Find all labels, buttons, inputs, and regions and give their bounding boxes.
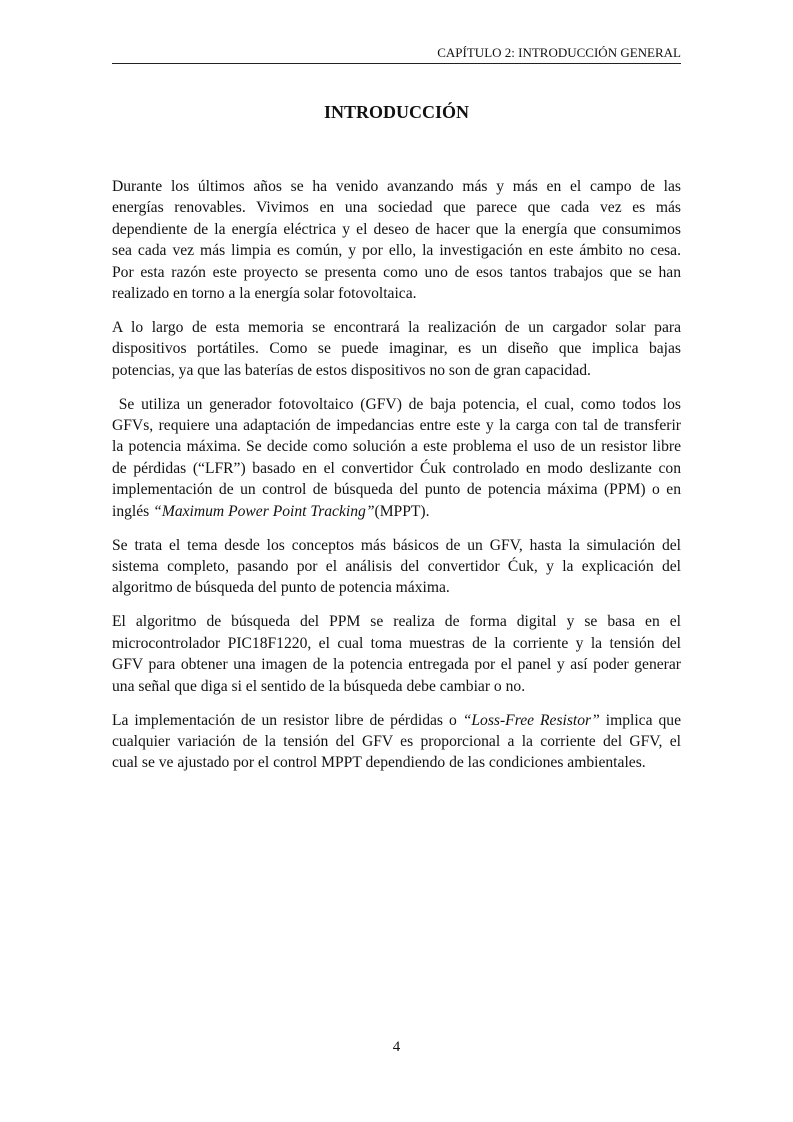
text-line: microcontrolador PIC18F1220, el cual toma muestras de la corriente y la tensión del bbox=[112, 634, 681, 652]
text-line bbox=[112, 710, 681, 731]
text-line: Por esta razón este proyecto se presenta como uno de esos tantos trabajos que se han bbox=[112, 263, 681, 281]
text-line: Durante los últimos años se ha venido avanzando más y más en el campo de las bbox=[112, 178, 681, 195]
text-line: A lo largo de esta memoria se encontrará la realización de un cargador solar para bbox=[112, 318, 681, 336]
text-line: Se utiliza un generador fotovoltaico (GFV) de baja potencia, el cual, como todos los bbox=[112, 395, 681, 413]
text-segment: implica que bbox=[599, 711, 681, 729]
text-line: El algoritmo de búsqueda del PPM se realiza de forma digital y se basa en el bbox=[112, 613, 681, 631]
text-segment: La implementación de un resistor libre de pérdidas o bbox=[112, 711, 463, 729]
text-segment: inglés bbox=[112, 502, 154, 520]
text-line: cualquier variación de la tensión del GFV es proporcional a la corriente del GFV, el bbox=[112, 732, 681, 750]
text-line: potencias, ya que las baterías de estos dispositivos no son de gran capacidad. bbox=[112, 361, 591, 379]
text-line: realizado en torno a la energía solar fotovoltaica. bbox=[112, 284, 417, 302]
paragraph bbox=[112, 176, 681, 304]
running-header: CAPÍTULO 2: INTRODUCCIÓN GENERAL bbox=[437, 45, 681, 60]
text-line: la potencia máxima. Se decide como solución a este problema el uso de un resistor libre bbox=[112, 438, 681, 456]
text-line: implementación de un control de búsqueda del punto de potencia máxima (PPM) o en bbox=[112, 481, 681, 499]
body-text bbox=[112, 176, 681, 786]
text-line: dispositivos portátiles. Como se puede imaginar, es un diseño que implica bajas bbox=[112, 340, 681, 358]
text-line: sistema completo, pasando por el análisis del convertidor Ćuk, y la explicación del bbox=[112, 558, 681, 576]
italic-term: “Loss-Free Resistor” bbox=[462, 711, 600, 729]
text-line: algoritmo de búsqueda del punto de potencia máxima. bbox=[112, 579, 450, 597]
paragraph bbox=[112, 317, 681, 381]
text-segment: (MPPT). bbox=[374, 502, 430, 520]
text-line: energías renovables. Vivimos en una sociedad que parece que cada vez es más bbox=[112, 199, 681, 217]
paragraph bbox=[112, 710, 681, 774]
text-line: GFV para obtener una imagen de la potencia entregada por el panel y así poder generar bbox=[112, 656, 681, 674]
text-line: cual se ve ajustado por el control MPPT dependiendo de las condiciones ambientales. bbox=[112, 754, 646, 772]
text-line: Se trata el tema desde los conceptos más básicos de un GFV, hasta la simulación del bbox=[112, 536, 681, 554]
text-line: dependiente de la energía eléctrica y el deseo de hacer que la energía que consumimos bbox=[112, 220, 681, 238]
paragraph bbox=[112, 535, 681, 599]
italic-term: “Maximum Power Point Tracking” bbox=[153, 502, 375, 520]
text-line: sea cada vez más limpia es común, y por ello, la investigación en este ámbito no cesa. bbox=[112, 242, 681, 260]
paragraph bbox=[112, 394, 681, 522]
text-line: GFVs, requiere una adaptación de impedancias entre este y la carga con tal de transferir bbox=[112, 417, 681, 435]
page-title: INTRODUCCIÓN bbox=[323, 102, 469, 122]
header-rule bbox=[112, 63, 681, 64]
page-number: 4 bbox=[392, 1039, 401, 1055]
text-line: una señal que diga si el sentido de la búsqueda debe cambiar o no. bbox=[112, 677, 526, 695]
text-line bbox=[112, 501, 681, 522]
text-line: de pérdidas (“LFR”) basado en el convertidor Ćuk controlado en modo deslizante con bbox=[112, 459, 681, 477]
paragraph bbox=[112, 611, 681, 697]
